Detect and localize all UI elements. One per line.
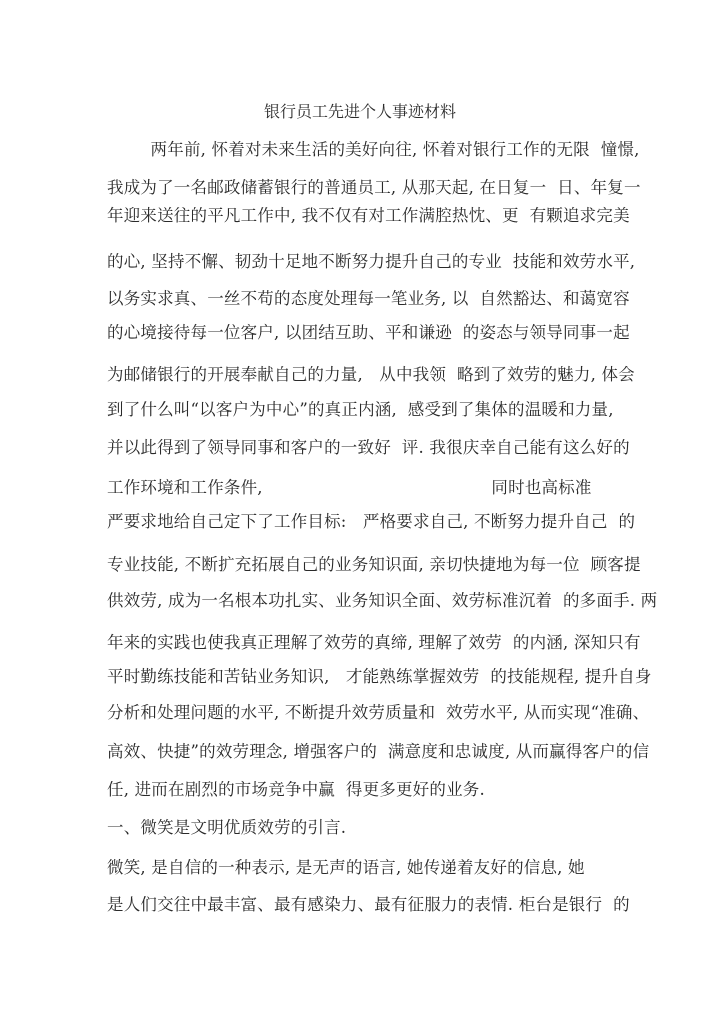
body-line: 是人们交往中最丰富、最有感染力、最有征服力的表情. 柜台是银行 的 (107, 895, 630, 914)
body-line: 任, 进而在剧烈的市场竞争中赢 得更多更好的业务. (107, 780, 485, 799)
body-line: 年迎来送往的平凡工作中, 我不仅有对工作满腔热忱、更 有颗追求完美 (107, 206, 630, 225)
body-line: 并以此得到了领导同事和客户的一致好 评. 我很庆幸自己能有这么好的 (107, 438, 630, 457)
body-line: 微笑, 是自信的一种表示, 是无声的语言, 她传递着友好的信息, 她 (107, 858, 585, 877)
body-line: 到了什么叫“以客户为中心”的真正内涵, 感受到了集体的温暖和力量, (107, 400, 614, 419)
body-line: 分析和处理问题的水平, 不断提升效劳质量和 效劳水平, 从而实现“准确、 (107, 703, 650, 722)
body-line: 的心, 坚持不懈、韧劲十足地不断努力提升自己的专业 技能和效劳水平, (107, 252, 636, 271)
body-line: 供效劳, 成为一名根本功扎实、业务知识全面、效劳标准沉着 的多面手. 两 (107, 591, 658, 610)
body-line: 的心境接待每一位客户, 以团结互助、平和谦逊 的姿态与领导同事一起 (107, 323, 630, 342)
document-title: 银行员工先进个人事迹材料 (263, 102, 456, 121)
body-line: 一、微笑是文明优质效劳的引言. (107, 818, 347, 837)
body-line: 平时勤练技能和苦钻业务知识, 才能熟练掌握效劳 的技能规程, 提升自身 (107, 667, 652, 686)
body-line: 高效、快捷”的效劳理念, 增强客户的 满意度和忠诚度, 从而赢得客户的信 (107, 742, 650, 761)
body-line: 严要求地给自己定下了工作目标: 严格要求自己, 不断努力提升自己 的 (107, 512, 636, 531)
body-line: 工作环境和工作条件, 同时也高标准 (107, 478, 592, 497)
body-line: 专业技能, 不断扩充拓展自己的业务知识面, 亲切快捷地为每一位 顾客提 (107, 555, 641, 574)
body-line: 以务实求真、一丝不苟的态度处理每一笔业务, 以 自然豁达、和蔼宽容 (107, 289, 630, 308)
body-line: 两年前, 怀着对未来生活的美好向往, 怀着对银行工作的无限 憧憬, (107, 140, 640, 159)
body-line: 我成为了一名邮政储蓄银行的普通员工, 从那天起, 在日复一 日、年复一 (107, 178, 641, 197)
body-line: 年来的实践也使我真正理解了效劳的真缔, 理解了效劳 的内涵, 深知只有 (107, 633, 641, 652)
body-line: 为邮储银行的开展奉献自己的力量, 从中我领 略到了效劳的魅力, 体会 (107, 365, 635, 384)
